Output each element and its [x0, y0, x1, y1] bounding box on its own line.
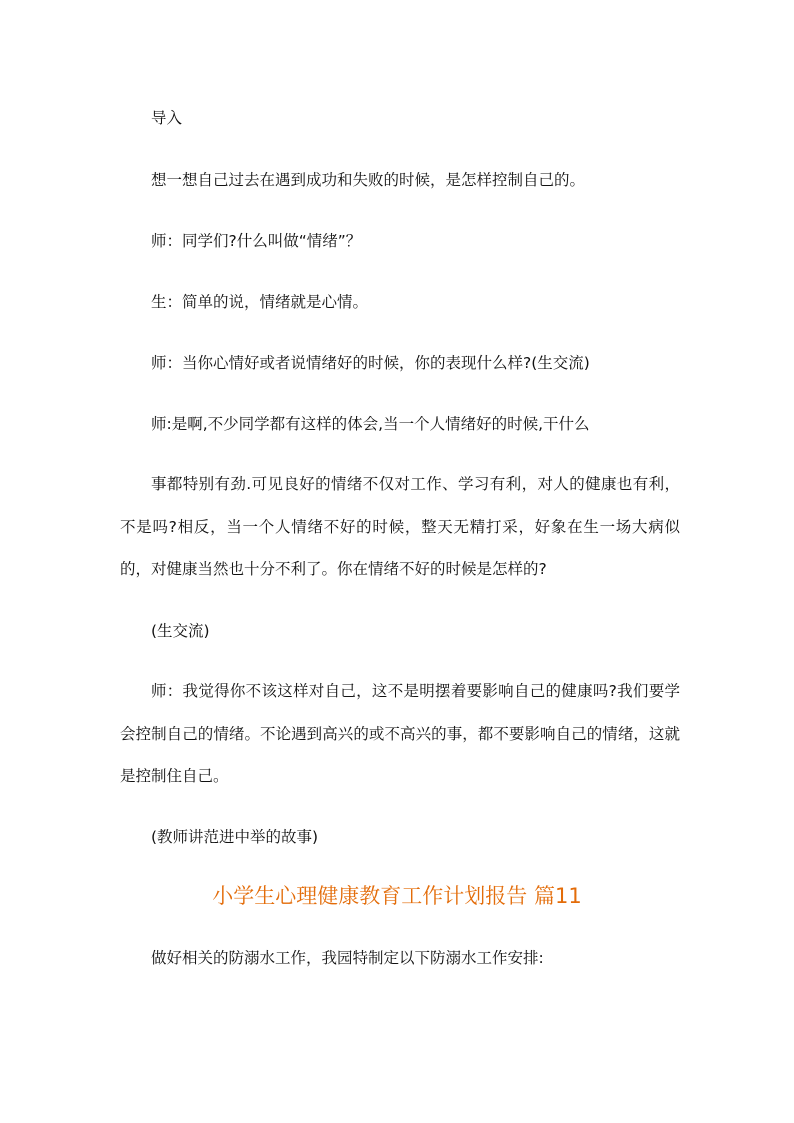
paragraph-block: 师：我觉得你不该这样对自己，这不是明摆着要影响自己的健康吗?我们要学会控制自己的情绪。不论遇到高兴的或不高兴的事，都不要影响自己的情绪，这就是控制住自己。 — [120, 682, 680, 785]
paragraph-line: 做好相关的防溺水工作，我园特制定以下防溺水工作安排: — [151, 949, 544, 967]
paragraph-block: 事都特别有劲.可见良好的情绪不仅对工作、学习有利，对人的健康也有利，不是吗?相反，当一个人情绪不好的时候，整天无精打采，好象在生一场大病似的，对健康当然也十分不利了。你在情绪不好的时候是怎样的? — [120, 475, 680, 578]
paragraph-line: 生：简单的说，情绪就是心情。 — [151, 293, 369, 311]
paragraph-line: 师：当你心情好或者说情绪好的时候，你的表现什么样?(生交流) — [151, 354, 590, 372]
paragraph-line: (教师讲范进中举的故事) — [151, 828, 319, 846]
paragraph-line: 师:是啊,不少同学都有这样的体会,当一个人情绪好的时候,干什么 — [151, 415, 590, 433]
section-heading: 小学生心理健康教育工作计划报告 篇11 — [212, 884, 582, 908]
paragraph-line: 师：同学们?什么叫做“情绪”？ — [151, 232, 362, 250]
intro-label: 导入 — [151, 109, 183, 127]
paragraph-line: 想一想自己过去在遇到成功和失败的时候，是怎样控制自己的。 — [151, 171, 586, 189]
paragraph-line: (生交流) — [151, 622, 210, 640]
